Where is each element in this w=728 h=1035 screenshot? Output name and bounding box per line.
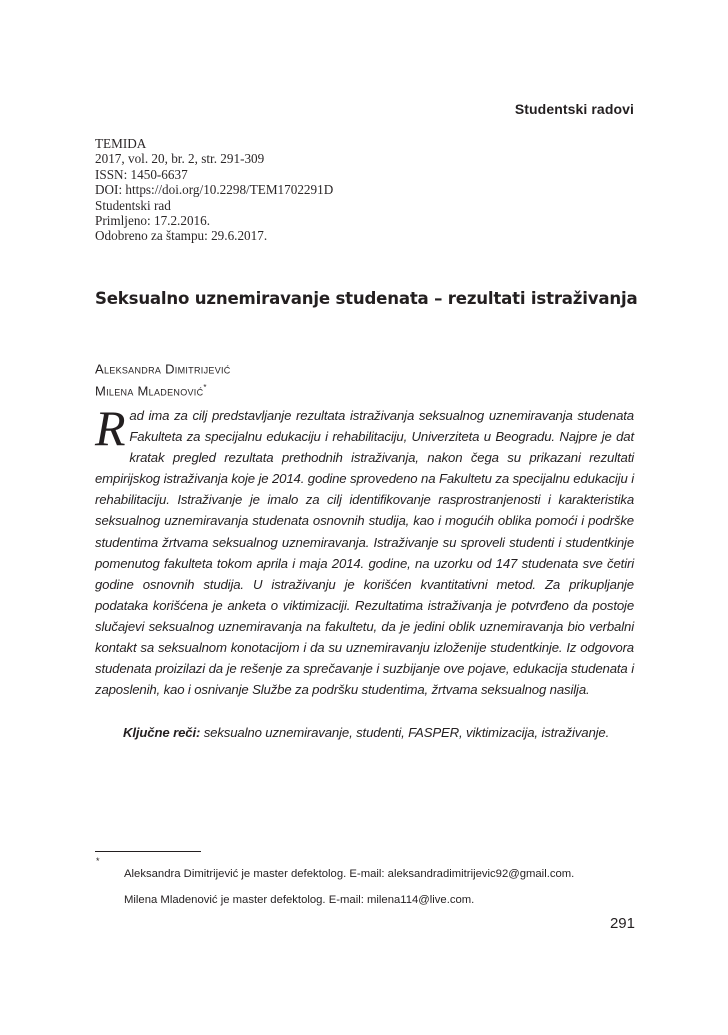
meta-accepted: Odobreno za štampu: 29.6.2017.: [95, 228, 268, 244]
keywords-text: seksualno uznemiravanje, studenti, FASPER, viktimizacija, istraživanje.: [203, 725, 610, 740]
footnote-divider: [95, 851, 201, 852]
author-name: Aleksandra Dimitrijević: [95, 361, 231, 377]
keywords-label: Ključne reči:: [123, 725, 201, 740]
abstract-text: ad ima za cilj predstavljanje rezultata istraživanja seksualnog uznemiravanja studenata Fakulteta za specijalnu edukaciju i rehabilitaciju, Univerziteta u Beogradu. Najpre je dat kratak pregled rezultata prethodnih istraživanja, nakon čega su prikazani rezultati empirijskog istraživanja koje je 2014. godine sprovedeno na Fakultetu za specijalnu edukaciju i rehabilitaciju. Istraživanje je imalo za cilj identifikovanje rasprostranjenosti i karakteristika seksualnog uznemiravanja studenata osnovnih studija, kao i mogućih oblika pomoći i podrške studentima žrtvama seksualnog uznemiravanja. Istraživanje su sproveli studenti i studentkinje pomenutog fakulteta tokom aprila i maja 2014. godine, na uzorku od 147 studenata sve četiri godine osnovnih studija. U istraživanju je korišćen kvantitativni metod. Za prikupljanje podataka korišćena je anketa o viktimizaciji. Rezultatima istraživanja je potvrđeno da postoje slučajevi seksualnog uznemiravanja na fakultetu, da je jedini oblik uznemiravanja bio verbalni kontakt sa seksualnom konotacijom i da su uznemiravanju izloženije studentkinje. Iz odgovora studenata proizilazi da je rešenje za sprečavanje i suzbijanje ove pojave, edukacija studenata i zaposlenih, kao i osnivanje Službe za podršku studentima, žrtvama seksualnog nasilja.: [95, 408, 634, 698]
author-list: [95, 356, 231, 401]
meta-type: Studentski rad: [95, 197, 171, 213]
author-footnote-mark: *: [203, 383, 207, 393]
footnote-mark: *: [96, 856, 100, 866]
author: [95, 378, 231, 400]
meta-volume: 2017, vol. 20, br. 2, str. 291-309: [95, 151, 265, 167]
footnotes: [124, 862, 574, 913]
author: [95, 356, 231, 378]
author-name: Milena Mladenović: [95, 383, 204, 399]
meta-doi: DOI: https://doi.org/10.2298/TEM1702291D: [95, 182, 334, 198]
section-label: Studentski radovi: [514, 101, 634, 117]
page-number: 291: [609, 915, 635, 932]
drop-cap: R: [95, 400, 126, 456]
meta-journal: TEMIDA: [95, 136, 147, 151]
article-metadata: [95, 136, 333, 244]
article-title: Seksualno uznemiravanje studenata – rezultati istraživanja: [95, 289, 638, 308]
footnote-line: Milena Mladenović je master defektolog. E-mail: milena114@live.com.: [124, 893, 475, 906]
abstract: [95, 400, 634, 700]
footnote-line: Aleksandra Dimitrijević je master defektolog. E-mail: aleksandradimitrijevic92@gmail.com.: [124, 868, 575, 880]
keywords: [95, 722, 640, 743]
meta-issn: ISSN: 1450-6637: [95, 166, 188, 182]
meta-received: Primljeno: 17.2.2016.: [95, 213, 211, 229]
